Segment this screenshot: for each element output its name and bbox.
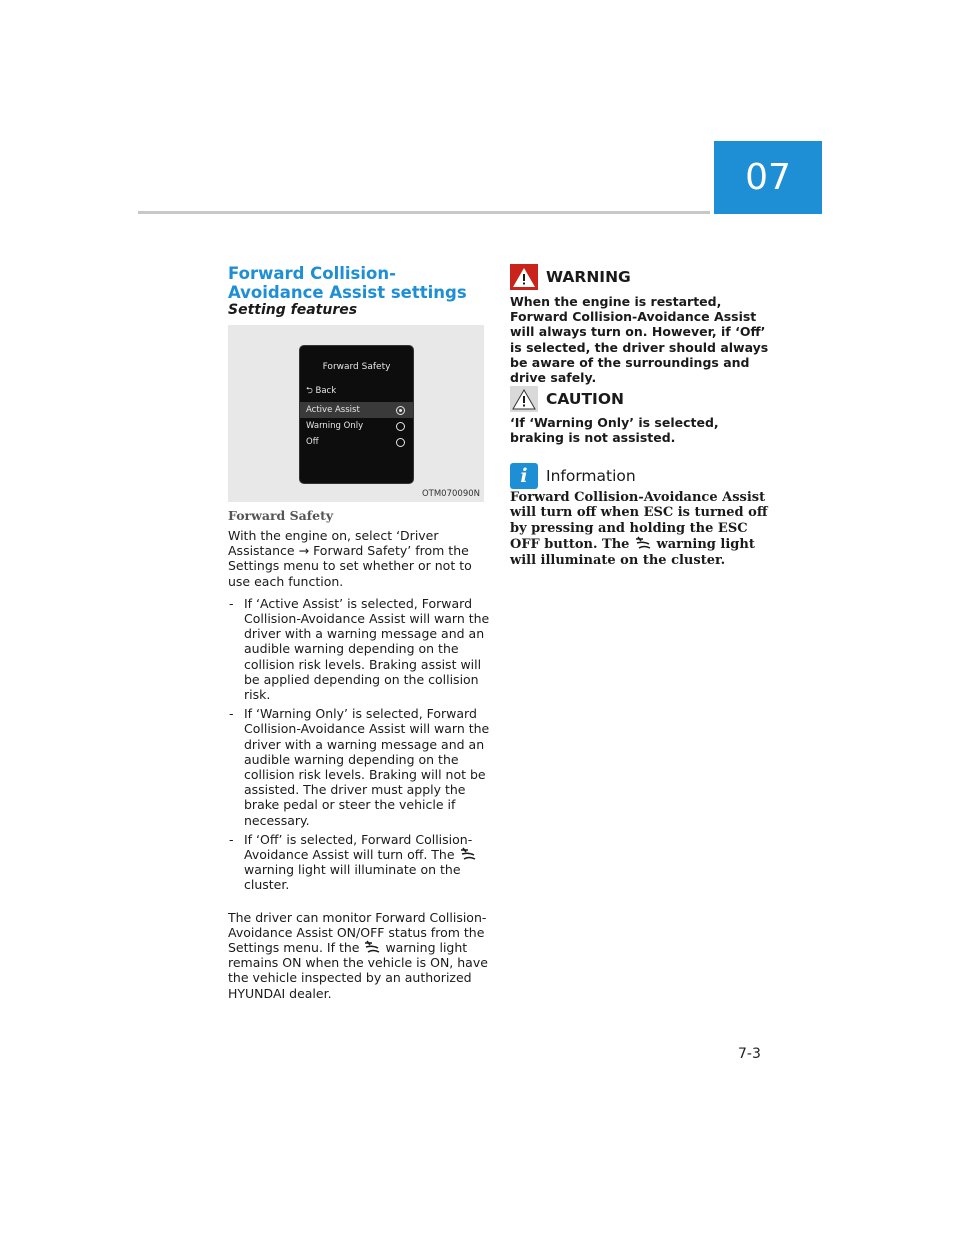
caution-heading <box>510 386 624 412</box>
back-label: Back <box>315 386 337 396</box>
information-title: Information <box>546 467 636 485</box>
info-icon: i <box>510 463 538 489</box>
bullet3-text-a: If ‘Off’ is selected, Forward Collision-Avoidance Assist will turn off. The <box>244 831 473 863</box>
list-item: - If ‘Warning Only’ is selected, Forward Collision-Avoidance Assist will warn the driver with a warning message and an audible warning depending on the collision risk levels. Braking will not be assisted. The driver must apply the brake pedal or steer the vehicle if necessary. <box>228 706 492 828</box>
caution-text: ‘If ‘Warning Only’ is selected, braking is not assisted. <box>510 415 719 446</box>
back-arrow-icon: ⮌ <box>306 386 313 396</box>
fca-warning-light-icon <box>634 536 652 550</box>
chapter-tab <box>714 141 822 214</box>
figure-caption: Forward Safety <box>228 508 334 523</box>
section-subtitle: Setting features <box>228 302 358 318</box>
option-label: Off <box>306 437 319 447</box>
information-heading <box>510 463 636 489</box>
option-off <box>300 434 413 450</box>
caution-title: CAUTION <box>546 390 624 408</box>
cluster-figure <box>228 325 484 502</box>
radio-empty-icon <box>396 422 405 431</box>
caution-triangle-icon <box>510 386 538 412</box>
status-paragraph <box>228 910 492 1001</box>
intro-text-a: With the engine on, select ‘Driver Assistance <box>228 528 439 559</box>
warning-text: When the engine is restarted, Forward Collision-Avoidance Assist will always turn on. However, if ‘Off’ is selected, the driver should always be aware of the surroundings and drive safely. <box>510 294 769 386</box>
list-item: - If ‘Active Assist’ is selected, Forward Collision-Avoidance Assist will warn the driver with a warning message and an audible warning depending on the collision risk levels. Braking assist will be applied depending on the collision risk. <box>228 596 492 702</box>
section-title: Forward Collision-Avoidance Assist settings <box>228 264 467 302</box>
list-item <box>228 832 492 893</box>
chapter-number: 07 <box>745 157 791 198</box>
warning-title: WARNING <box>546 268 631 286</box>
info-text-a: Forward Collision-Avoidance Assist will turn off when ESC is turned off by pressing and holding the ESC OFF button. The <box>510 490 768 553</box>
option-label: Warning Only <box>306 421 364 431</box>
fca-warning-light-icon <box>363 940 381 954</box>
intro-paragraph <box>228 528 492 589</box>
para2-text-a: The driver can monitor Forward Collision-Avoidance Assist ON/OFF status from the Settings menu. If the <box>228 909 487 956</box>
information-text <box>510 490 780 568</box>
option-label: Active Assist <box>306 405 360 415</box>
arrow-icon: → <box>298 543 310 559</box>
fca-warning-light-icon <box>459 847 477 861</box>
cluster-screen <box>299 345 414 484</box>
warning-heading <box>510 264 631 290</box>
page-number: 7-3 <box>738 1046 761 1062</box>
screen-title: Forward Safety <box>322 362 391 372</box>
header-rule <box>138 211 710 214</box>
back-item <box>306 385 336 399</box>
option-active-assist <box>300 402 413 418</box>
body-column <box>228 528 492 1001</box>
para2-text-b: warning light remains ON when the vehicle is ON, have the vehicle inspected by an authorized HYUNDAI dealer. <box>228 940 488 1001</box>
radio-selected-icon <box>396 406 405 415</box>
warning-triangle-icon <box>510 264 538 290</box>
option-warning-only <box>300 418 413 434</box>
bullet3-text-b: warning light will illuminate on the cluster. <box>244 862 461 893</box>
radio-empty-icon <box>396 438 405 447</box>
figure-code: OTM070090N <box>421 489 480 499</box>
option-list <box>228 596 492 893</box>
intro-text-b: Forward Safety’ from the Settings menu to set whether or not to use each function. <box>228 543 472 589</box>
info-text-b: warning light will illuminate on the cluster. <box>510 537 755 568</box>
